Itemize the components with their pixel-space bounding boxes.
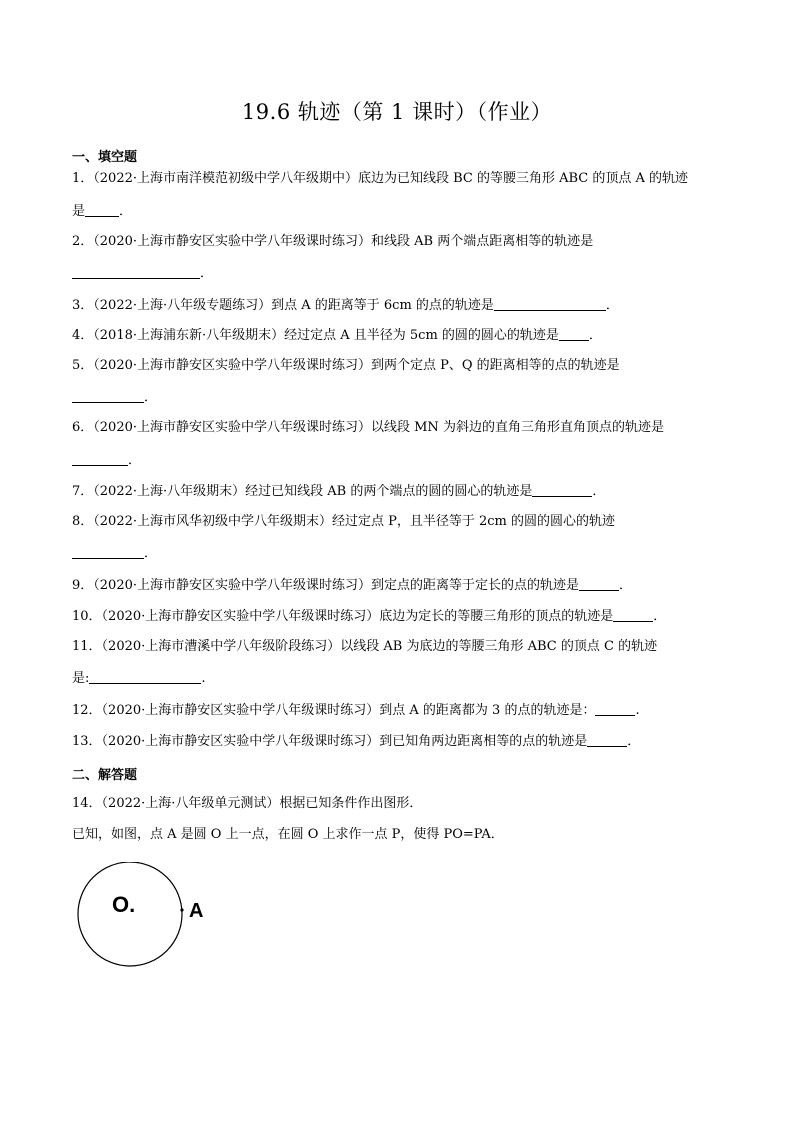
question-end: ． <box>119 204 133 219</box>
answer-blank[interactable] <box>494 296 606 311</box>
question-8 <box>72 513 732 531</box>
question-text: 是: <box>72 671 90 686</box>
question-12 <box>72 701 732 720</box>
question-text: 4．（2018·上海浦东新·八年级期末）经过定点 A 且半径为 5cm 的圆的圆心的轨迹是 <box>72 328 559 343</box>
question-end: ． <box>653 609 667 624</box>
answer-blank[interactable] <box>559 326 589 341</box>
section-solve: 二、解答题 <box>72 768 138 783</box>
section-fill-in: 一、填空题 <box>72 150 138 165</box>
question-text: 9．（2020·上海市静安区实验中学八年级课时练习）到定点的距离等于定长的点的轨迹是 <box>72 578 579 593</box>
question-text: 2．（2020·上海市静安区实验中学八年级课时练习）和线段 AB 两个端点距离相等的轨迹是 <box>72 234 594 249</box>
question-text: 7．（2022·上海·八年级期末）经过已知线段 AB 的两个端点的圆的圆心的轨迹是 <box>72 484 533 499</box>
answer-blank[interactable] <box>72 388 144 403</box>
question-8-line2 <box>72 544 732 563</box>
circle-figure <box>72 862 232 972</box>
question-end: ． <box>144 390 158 405</box>
question-text: 12．（2020·上海市静安区实验中学八年级课时练习）到点 A 的距离都为 3 的点的轨迹是： <box>72 703 596 718</box>
answer-blank[interactable] <box>85 202 119 217</box>
question-11-line2 <box>72 669 732 688</box>
question-text: 1．（2022·上海市南洋模范初级中学八年级期中）底边为已知线段 BC 的等腰三角形 ABC 的顶点 A 的轨迹 <box>72 171 689 186</box>
question-10 <box>72 607 732 626</box>
question-7 <box>72 482 732 501</box>
question-5-line2 <box>72 388 732 407</box>
question-text: 10．（2020·上海市静安区实验中学八年级课时练习）底边为定长的等腰三角形的顶点的轨迹是 <box>72 609 614 624</box>
question-3 <box>72 296 732 315</box>
question-1 <box>72 170 732 188</box>
question-end: . <box>201 671 206 686</box>
question-9 <box>72 576 732 595</box>
question-text: 3．（2022·上海·八年级专题练习）到点 A 的距离等于 6cm 的点的轨迹是 <box>72 298 494 313</box>
question-1-line2 <box>72 202 732 221</box>
answer-blank[interactable] <box>579 576 619 591</box>
label-o: O. <box>112 892 136 917</box>
question-14-given: 已知，如图，点 A 是圆 O 上一点，在圆 O 上求作一点 P，使得 PO=PA． <box>72 827 504 842</box>
question-end: ． <box>200 266 214 281</box>
question-end: ． <box>588 328 602 343</box>
question-6-line2 <box>72 451 732 470</box>
page-title: 19.6 轨迹（第 1 课时）（作业） <box>241 100 553 124</box>
question-text: 11．（2020·上海市漕溪中学八年级阶段练习）以线段 AB 为底边的等腰三角形 ABC 的顶点 C 的轨迹 <box>72 639 658 654</box>
answer-blank[interactable] <box>613 607 653 622</box>
answer-blank[interactable] <box>532 482 592 497</box>
question-end: ． <box>619 578 633 593</box>
answer-blank[interactable] <box>595 701 635 716</box>
question-end: ． <box>128 453 142 468</box>
question-end: ． <box>592 484 606 499</box>
label-a: A <box>189 900 204 922</box>
answer-blank[interactable] <box>72 544 144 559</box>
question-2-line2 <box>72 264 732 283</box>
question-end: ． <box>605 298 619 313</box>
question-14: 14．（2022·上海·八年级单元测试）根据已知条件作出图形． <box>72 796 423 811</box>
question-2 <box>72 233 732 251</box>
question-text: 8．（2022·上海市风华初级中学八年级期末）经过定点 P，且半径等于 2cm 的圆的圆心的轨迹 <box>72 514 616 529</box>
question-6 <box>72 419 732 437</box>
answer-blank[interactable] <box>587 732 627 747</box>
question-text: 是 <box>72 204 86 219</box>
question-5 <box>72 357 732 375</box>
question-end: ． <box>627 734 641 749</box>
question-4 <box>72 326 732 345</box>
question-text: 13．（2020·上海市静安区实验中学八年级课时练习）到已知角两边距离相等的点的轨迹是 <box>72 734 588 749</box>
point-a-dot <box>180 908 183 911</box>
question-text: 6．（2020·上海市静安区实验中学八年级课时练习）以线段 MN 为斜边的直角三角形直角顶点的轨迹是 <box>72 420 664 435</box>
question-13 <box>72 732 732 751</box>
answer-blank[interactable] <box>72 264 200 279</box>
question-end: . <box>635 703 640 718</box>
answer-blank[interactable] <box>72 451 128 466</box>
question-end: ． <box>144 546 158 561</box>
answer-blank[interactable] <box>89 669 201 684</box>
question-11 <box>72 638 732 656</box>
question-text: 5．（2020·上海市静安区实验中学八年级课时练习）到两个定点 P、Q 的距离相等的点的轨迹是 <box>72 358 620 373</box>
